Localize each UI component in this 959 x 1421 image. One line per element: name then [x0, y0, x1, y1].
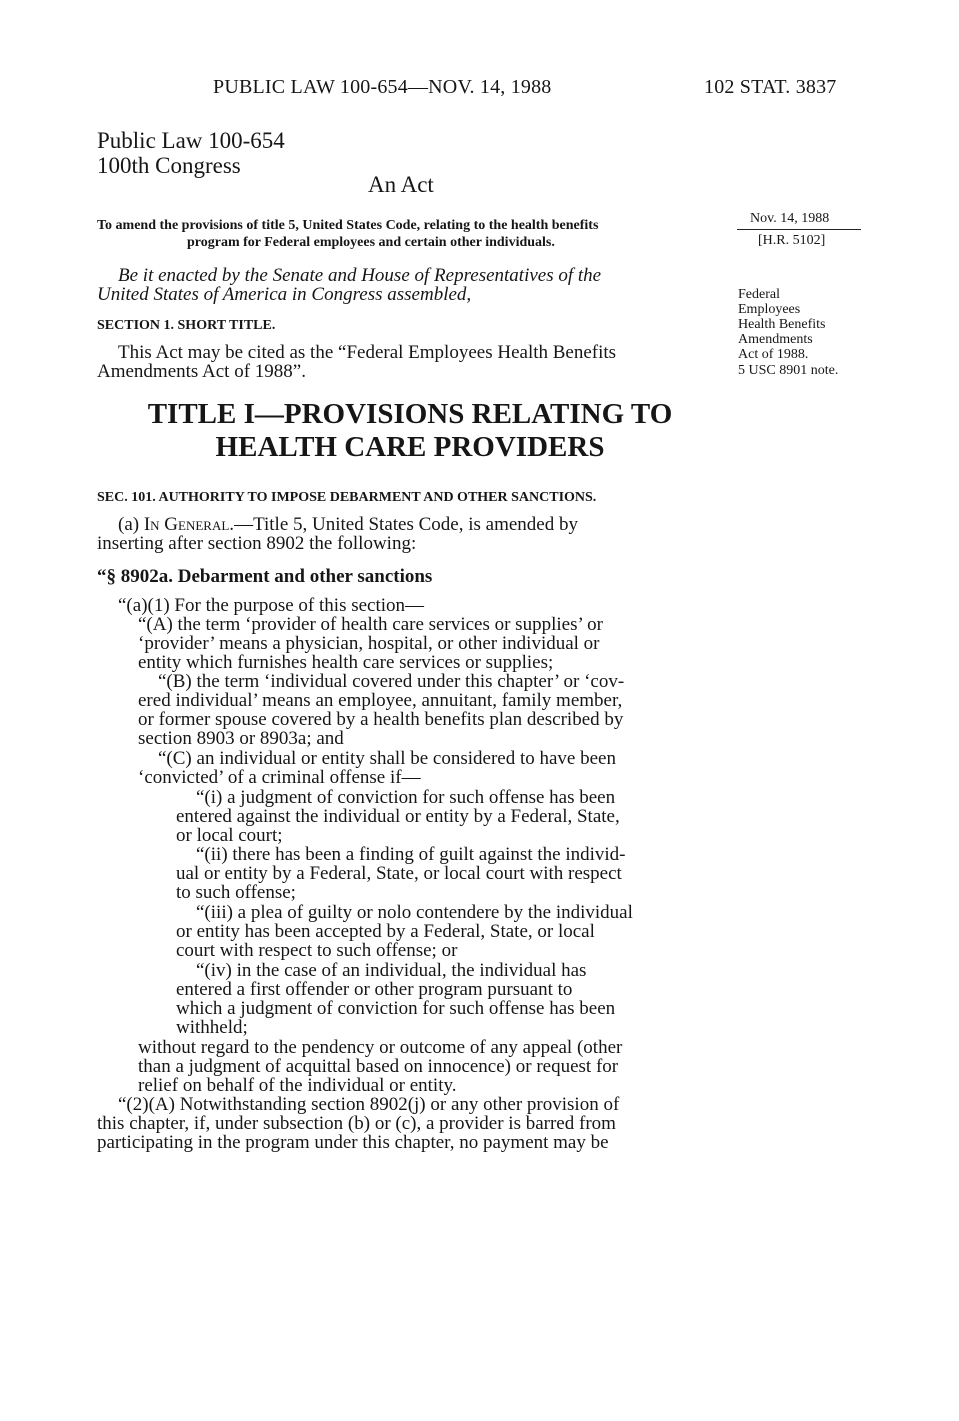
text-line: court with respect to such offense; or — [176, 940, 458, 961]
text-line: “(ii) there has been a finding of guilt against the individ- — [196, 844, 626, 865]
section-8902a-heading: “§ 8902a. Debarment and other sanctions — [97, 566, 433, 587]
title-heading — [140, 398, 680, 464]
text-line: entered a first offender or other program pursuant to — [176, 979, 573, 1000]
text-line: “(iv) in the case of an individual, the individual has — [196, 960, 587, 981]
congress: 100th Congress — [97, 153, 241, 178]
margin-short-title-2: Employees — [738, 302, 801, 317]
enacting-line-2: United States of America in Congress assembled, — [97, 284, 472, 305]
text-line: “(B) the term ‘individual covered under this chapter’ or ‘cov- — [158, 671, 625, 692]
text-line: which a judgment of conviction for such offense has been — [176, 998, 616, 1019]
text-line: section 8903 or 8903a; and — [138, 728, 344, 749]
text-line: ered individual’ means an employee, annuitant, family member, — [138, 690, 623, 711]
enacting-line-1: Be it enacted by the Senate and House of Representatives of the — [118, 265, 602, 286]
text-line: or former spouse covered by a health benefits plan described by — [138, 709, 624, 730]
subsection-a-prefix: (a) — [118, 514, 144, 535]
text-line: withheld; — [176, 1017, 248, 1038]
section-1-heading: SECTION 1. SHORT TITLE. — [97, 318, 276, 333]
subsection-a-heading: In General. — [143, 514, 235, 535]
text-line: “(C) an individual or entity shall be considered to have been — [158, 748, 616, 769]
title-line-2: HEALTH CARE PROVIDERS — [215, 431, 605, 463]
margin-short-title-5: Act of 1988. — [738, 347, 809, 362]
margin-usc-note: 5 USC 8901 note. — [738, 363, 839, 378]
subsection-a-line-2: inserting after section 8902 the following: — [97, 533, 417, 554]
text-line: “(a)(1) For the purpose of this section— — [118, 595, 425, 616]
title-line-1: TITLE I—PROVISIONS RELATING TO — [147, 398, 673, 430]
text-line: without regard to the pendency or outcome of any appeal (other — [138, 1037, 623, 1058]
subsection-a-text: —Title 5, United States Code, is amended by — [234, 514, 578, 535]
sec-101-heading: SEC. 101. AUTHORITY TO IMPOSE DEBARMENT AND OTHER SANCTIONS. — [97, 490, 597, 505]
text-line: ‘provider’ means a physician, hospital, or other individual or — [138, 633, 600, 654]
purpose-line-2: program for Federal employees and certain other individuals. — [187, 235, 555, 250]
running-title: PUBLIC LAW 100-654—NOV. 14, 1988 — [213, 76, 552, 98]
text-line: than a judgment of acquittal based on innocence) or request for — [138, 1056, 619, 1077]
text-line: ‘convicted’ of a criminal offense if— — [138, 767, 421, 788]
purpose-line-1: To amend the provisions of title 5, United States Code, relating to the health benefits — [97, 218, 599, 233]
text-line: participating in the program under this chapter, no payment may be — [97, 1132, 609, 1153]
margin-date: Nov. 14, 1988 — [750, 211, 830, 226]
text-line: “(i) a judgment of conviction for such offense has been — [196, 787, 616, 808]
subsection-a-line-1 — [118, 515, 578, 534]
text-line: “(A) the term ‘provider of health care services or supplies’ or — [138, 614, 603, 635]
text-line: entity which furnishes health care services or supplies; — [138, 652, 554, 673]
text-line: or local court; — [176, 825, 283, 846]
stat-reference: 102 STAT. 3837 — [704, 76, 837, 98]
text-line: “(iii) a plea of guilty or nolo contendere by the individual — [196, 902, 633, 923]
text-line: “(2)(A) Notwithstanding section 8902(j) or any other provision of — [118, 1094, 620, 1115]
text-line: entered against the individual or entity by a Federal, State, — [176, 806, 620, 827]
margin-rule — [737, 229, 861, 230]
margin-short-title-3: Health Benefits — [738, 317, 826, 332]
margin-bill: [H.R. 5102] — [758, 233, 826, 248]
law-number: Public Law 100-654 — [97, 128, 285, 153]
text-line: or entity has been accepted by a Federal, State, or local — [176, 921, 595, 942]
text-line: ual or entity by a Federal, State, or local court with respect — [176, 863, 622, 884]
section-1-line-1: This Act may be cited as the “Federal Employees Health Benefits — [118, 342, 617, 363]
margin-short-title-1: Federal — [738, 287, 780, 302]
act-label: An Act — [368, 172, 434, 197]
text-line: relief on behalf of the individual or entity. — [138, 1075, 457, 1096]
section-1-line-2: Amendments Act of 1988”. — [97, 361, 306, 382]
text-line: this chapter, if, under subsection (b) or (c), a provider is barred from — [97, 1113, 616, 1134]
text-line: to such offense; — [176, 882, 296, 903]
margin-short-title-4: Amendments — [738, 332, 813, 347]
